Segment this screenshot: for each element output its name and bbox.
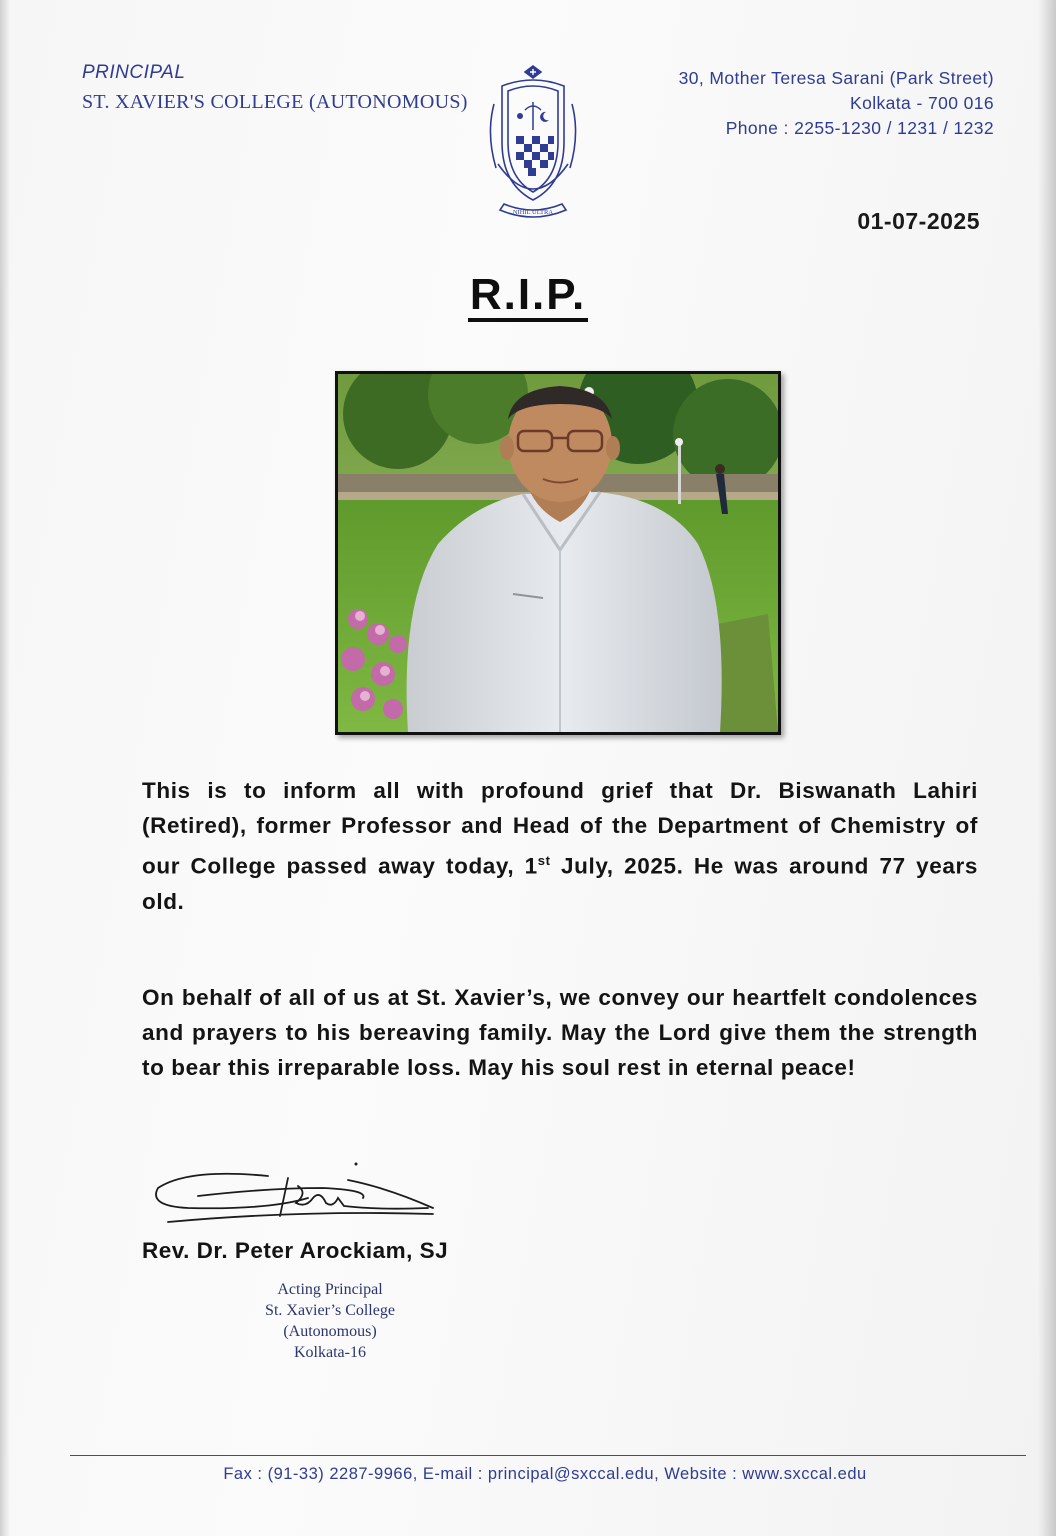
address-line: 30, Mother Teresa Sarani (Park Street) [678, 68, 994, 88]
college-crest-icon [480, 64, 586, 224]
heading-block [0, 272, 1056, 322]
portrait-photo [335, 371, 781, 735]
stamp-line: Kolkata-16 [294, 1344, 366, 1361]
address-city: Kolkata - 700 016 [850, 93, 994, 113]
stamp-line: St. Xavier’s College [265, 1302, 395, 1319]
designation-stamp [240, 1279, 420, 1363]
letterhead-address-block [679, 66, 994, 141]
footer-contact: Fax : (91-33) 2287-9966, E-mail : principal@sxccal.edu, Website : www.sxccal.edu [223, 1465, 867, 1483]
page-edge-shadow [0, 0, 10, 1536]
ordinal-suffix: st [537, 853, 551, 868]
letterhead-title: PRINCIPAL [82, 62, 186, 83]
stamp-line: (Autonomous) [283, 1323, 377, 1340]
portrait-photo-icon [338, 374, 778, 732]
signature-icon [148, 1158, 448, 1238]
rip-heading: R.I.P. [468, 272, 588, 322]
crest-motto: NIHIL ULTRA [512, 209, 554, 216]
announcement-text: This is to inform all with profound grief that Dr. Biswanath Lahiri (Retired), former Professor and Head of the Department of Chemistry of our College passed away today, 1 [142, 778, 978, 879]
letter-date: 01-07-2025 [857, 208, 980, 234]
condolence-paragraph: On behalf of all of us at St. Xavier’s, we convey our heartfelt condolences and prayers to his bereaving family. May the Lord give them the strength to bear this irreparable loss. May his soul rest in eternal peace! [142, 985, 978, 1080]
letterhead-college-name: ST. XAVIER'S COLLEGE (AUTONOMOUS) [82, 91, 468, 113]
phone-numbers: Phone : 2255-1230 / 1231 / 1232 [725, 118, 994, 138]
announcement-text-end: July, 2025. He was around 77 years old. [142, 853, 978, 914]
footer-divider [70, 1455, 1026, 1456]
stamp-line: Acting Principal [277, 1281, 383, 1298]
page-edge-shadow [1038, 0, 1056, 1536]
announcement-paragraph [142, 773, 978, 919]
signatory-name: Rev. Dr. Peter Arockiam, SJ [142, 1238, 449, 1263]
